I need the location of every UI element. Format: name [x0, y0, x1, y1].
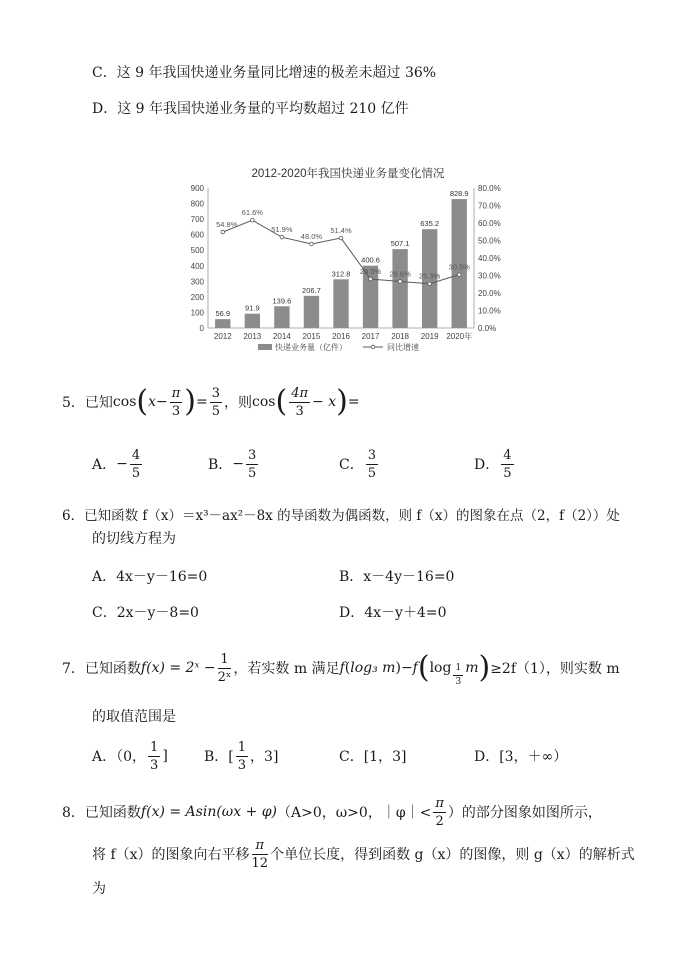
q5-eq1: =	[196, 394, 208, 410]
q8-pi-over-2: $\frac{\pi}{2}$	[435, 795, 444, 829]
growth-value-label: 26.6%	[389, 269, 411, 279]
y-left-tick-label: 300	[190, 277, 204, 287]
q5-option-a	[92, 446, 144, 482]
growth-value-label: 25.3%	[419, 271, 441, 281]
q5-option-c-label: C．	[339, 457, 364, 473]
q5-option-c-frac: $\frac{3}{5}$	[367, 447, 376, 481]
q7-stem: 7．已知函数 f(x) = 2ˣ − $\frac{1}{\text{2ˣ}}$ ，若实数 m 满足 f ( log₃ m ) − f ( log $\frac{1}{3}$ m ) ≥2f（1），则实数 m	[62, 650, 620, 687]
q5-rparen1: )	[184, 384, 197, 419]
q8-prefix: 8．已知函数	[62, 805, 141, 821]
bar-value-label: 139.6	[272, 296, 292, 306]
q5-option-b	[208, 446, 260, 482]
q7-log3: log₃ m	[350, 660, 396, 676]
growth-value-label: 51.4%	[330, 226, 352, 236]
y-left-tick-label: 700	[190, 215, 204, 225]
y-right-tick-label: 40.0%	[478, 254, 501, 263]
y-right-tick-label: 80.0%	[478, 184, 501, 193]
q7-option-b-frac: $\frac{1}{3}$	[237, 739, 247, 773]
q7-option-a: A．（0， $\frac{1}{3}$ ]	[92, 739, 168, 773]
q6-line1: 6．已知函数 f（x）＝x³－ax²－8x 的导函数为偶函数，则 f（x）的图象在点（2，f（2））处	[62, 508, 620, 524]
q5-option-a-label: A．	[92, 457, 117, 473]
bar	[215, 319, 230, 328]
q6-option-d: D．4x－y＋4=0	[339, 605, 447, 621]
growth-point	[310, 242, 314, 246]
bar	[392, 249, 407, 328]
option-c-text: C．这 9 年我国快递业务量同比增速的极差未超过 36%	[92, 65, 437, 81]
chart-svg	[178, 160, 518, 360]
x-tick-label: 2017	[361, 332, 380, 341]
legend-line-label: 同比增速	[387, 343, 419, 352]
q5-x1: x	[148, 394, 157, 410]
q7-minus: −	[400, 660, 413, 676]
bar-value-label: 206.7	[302, 285, 321, 295]
q5-option-b-frac: $\frac{3}{5}$	[248, 447, 257, 481]
q7-frac: $\frac{1}{\text{2ˣ}}$	[217, 651, 232, 685]
q5-minus-x: − x	[312, 394, 337, 410]
q5-then: ，则	[224, 395, 253, 411]
y-left-tick-label: 900	[190, 184, 204, 193]
q5-option-b-sign: −	[232, 456, 245, 472]
bar	[333, 279, 348, 328]
q7-option-c: C．[1，3]	[339, 749, 407, 765]
bar-value-label: 507.1	[390, 239, 410, 249]
q5-prefix: 5．已知	[62, 395, 113, 411]
x-tick-label: 2016	[332, 332, 350, 341]
q7-log-third: log	[429, 660, 452, 676]
q5-option-c	[339, 446, 380, 482]
q8-line3: 为	[92, 881, 106, 897]
q7-func: f(x) = 2ˣ −	[140, 660, 216, 676]
q5-pi-over-3: $\frac{\pi}{3}$	[171, 385, 181, 419]
q8-line2	[92, 836, 635, 872]
chart-title: 2012-2020年我国快递业务量变化情况	[251, 168, 445, 180]
q5-option-d-frac: $\frac{4}{5}$	[503, 447, 512, 481]
q7-f2: f	[412, 660, 418, 676]
growth-value-label: 54.8%	[216, 220, 238, 230]
y-right-tick-label: 10.0%	[478, 306, 501, 316]
growth-point	[221, 230, 225, 234]
y-left-tick-label: 400	[190, 261, 204, 271]
bar	[304, 296, 319, 328]
growth-point	[398, 280, 402, 284]
q5-option-b-label: B．	[208, 457, 233, 473]
q7-log-base: $\frac{1}{3}$	[455, 662, 462, 687]
bar	[245, 314, 260, 328]
legend-bar-swatch	[258, 344, 272, 350]
q5-eq2: =	[347, 394, 360, 410]
q8-tail: ）的部分图象如图所示，	[447, 805, 602, 821]
growth-point	[280, 235, 284, 239]
y-left-tick-label: 100	[190, 308, 204, 318]
q6-option-b: B．x－4y－16=0	[339, 569, 455, 585]
q8-shift-frac: $\frac{\pi}{12}$	[251, 837, 269, 871]
growth-point	[369, 277, 373, 281]
y-left-tick-label: 0	[199, 324, 204, 333]
q7-prefix: 7．已知函数	[62, 661, 141, 677]
q7-lparen: (	[417, 650, 430, 685]
q8-line2-pre: 将 f（x）的图象向右平移	[92, 847, 250, 863]
growth-point	[339, 236, 343, 240]
q7-option-a-frac: $\frac{1}{3}$	[150, 739, 159, 773]
bar-value-label: 91.9	[245, 303, 260, 313]
bar-value-label: 828.9	[449, 189, 469, 199]
bar-value-label: 56.9	[215, 309, 231, 319]
x-tick-label: 2013	[243, 332, 262, 341]
q7-option-d: D．[3，＋∞）	[474, 749, 568, 765]
growth-point	[428, 282, 432, 286]
bar-value-label: 635.2	[420, 219, 440, 229]
q7-line2: 的取值范围是	[92, 709, 176, 725]
growth-value-label: 51.9%	[271, 225, 293, 235]
option-d-text: D．这 9 年我国快递业务量的平均数超过 210 亿件	[92, 101, 409, 117]
x-tick-label: 2020年	[446, 332, 473, 341]
y-right-tick-label: 70.0%	[478, 201, 501, 211]
growth-value-label: 28.0%	[359, 267, 382, 276]
q6-line2: 的切线方程为	[92, 531, 176, 547]
y-right-tick-label: 0.0%	[478, 324, 497, 333]
q5-lparen2: (	[275, 384, 288, 419]
y-left-tick-label: 200	[190, 292, 204, 302]
q5-three-fifths: $\frac{3}{5}$	[211, 385, 221, 419]
q8-cond: （A>0，ω>0，｜φ｜<	[277, 805, 432, 821]
q5-cos2: cos	[252, 394, 276, 410]
x-tick-label: 2012	[213, 332, 232, 341]
q5-option-a-frac: $\frac{4}{5}$	[131, 447, 141, 481]
q5-cos1: cos	[112, 394, 137, 410]
bar-value-label: 400.6	[361, 255, 380, 265]
q8-stem	[62, 794, 602, 830]
q7-rparen: )	[478, 650, 491, 685]
y-left-tick-label: 500	[190, 246, 204, 256]
q6-option-c: C．2x－y－8=0	[92, 605, 199, 621]
q7-option-b: B．[ $\frac{1}{3}$ ，3]	[204, 739, 279, 773]
q5-4pi-over-3: $\frac{4\pi}{3}$	[291, 385, 309, 419]
q5-lparen1: (	[136, 384, 149, 419]
y-right-tick-label: 60.0%	[478, 219, 501, 228]
y-left-tick-label: 600	[190, 230, 204, 240]
x-tick-label: 2015	[302, 332, 321, 341]
bar-value-label: 312.8	[331, 269, 351, 279]
legend-line-marker	[371, 345, 375, 349]
q8-func: f(x) = Asin(ωx + φ)	[140, 804, 278, 820]
legend-bar-label: 快递业务量（亿件）	[275, 343, 347, 352]
q7-tail: ≥2f（1），则实数 m	[490, 661, 620, 677]
q5-option-d-label: D．	[474, 457, 500, 473]
q5-rparen2: )	[336, 384, 348, 419]
q8-line2-post: 个单位长度，得到函数 g（x）的图像，则 g（x）的解析式	[270, 847, 635, 863]
growth-value-label: 30.5%	[448, 262, 470, 272]
q5-stem	[62, 384, 360, 420]
q7-m: m	[465, 660, 479, 676]
bar	[274, 306, 289, 328]
growth-value-label: 48.0%	[300, 232, 323, 241]
q5-option-a-sign: −	[116, 456, 128, 472]
x-tick-label: 2018	[391, 332, 410, 341]
growth-point	[457, 273, 461, 277]
y-right-tick-label: 50.0%	[478, 236, 501, 246]
growth-value-label: 61.6%	[241, 208, 263, 218]
x-tick-label: 2019	[420, 332, 439, 341]
q5-minus1: −	[156, 394, 168, 410]
y-right-tick-label: 30.0%	[478, 271, 501, 281]
q5-option-d	[474, 446, 516, 482]
q6-option-a: A．4x－y－16=0	[92, 569, 208, 585]
q7-f1: f	[339, 660, 345, 676]
q7-mid: ，若实数 m 满足	[233, 661, 340, 677]
growth-point	[251, 218, 255, 222]
y-right-tick-label: 20.0%	[478, 289, 501, 298]
x-tick-label: 2014	[272, 332, 291, 341]
express-volume-chart	[178, 160, 518, 360]
y-left-tick-label: 800	[190, 199, 204, 209]
